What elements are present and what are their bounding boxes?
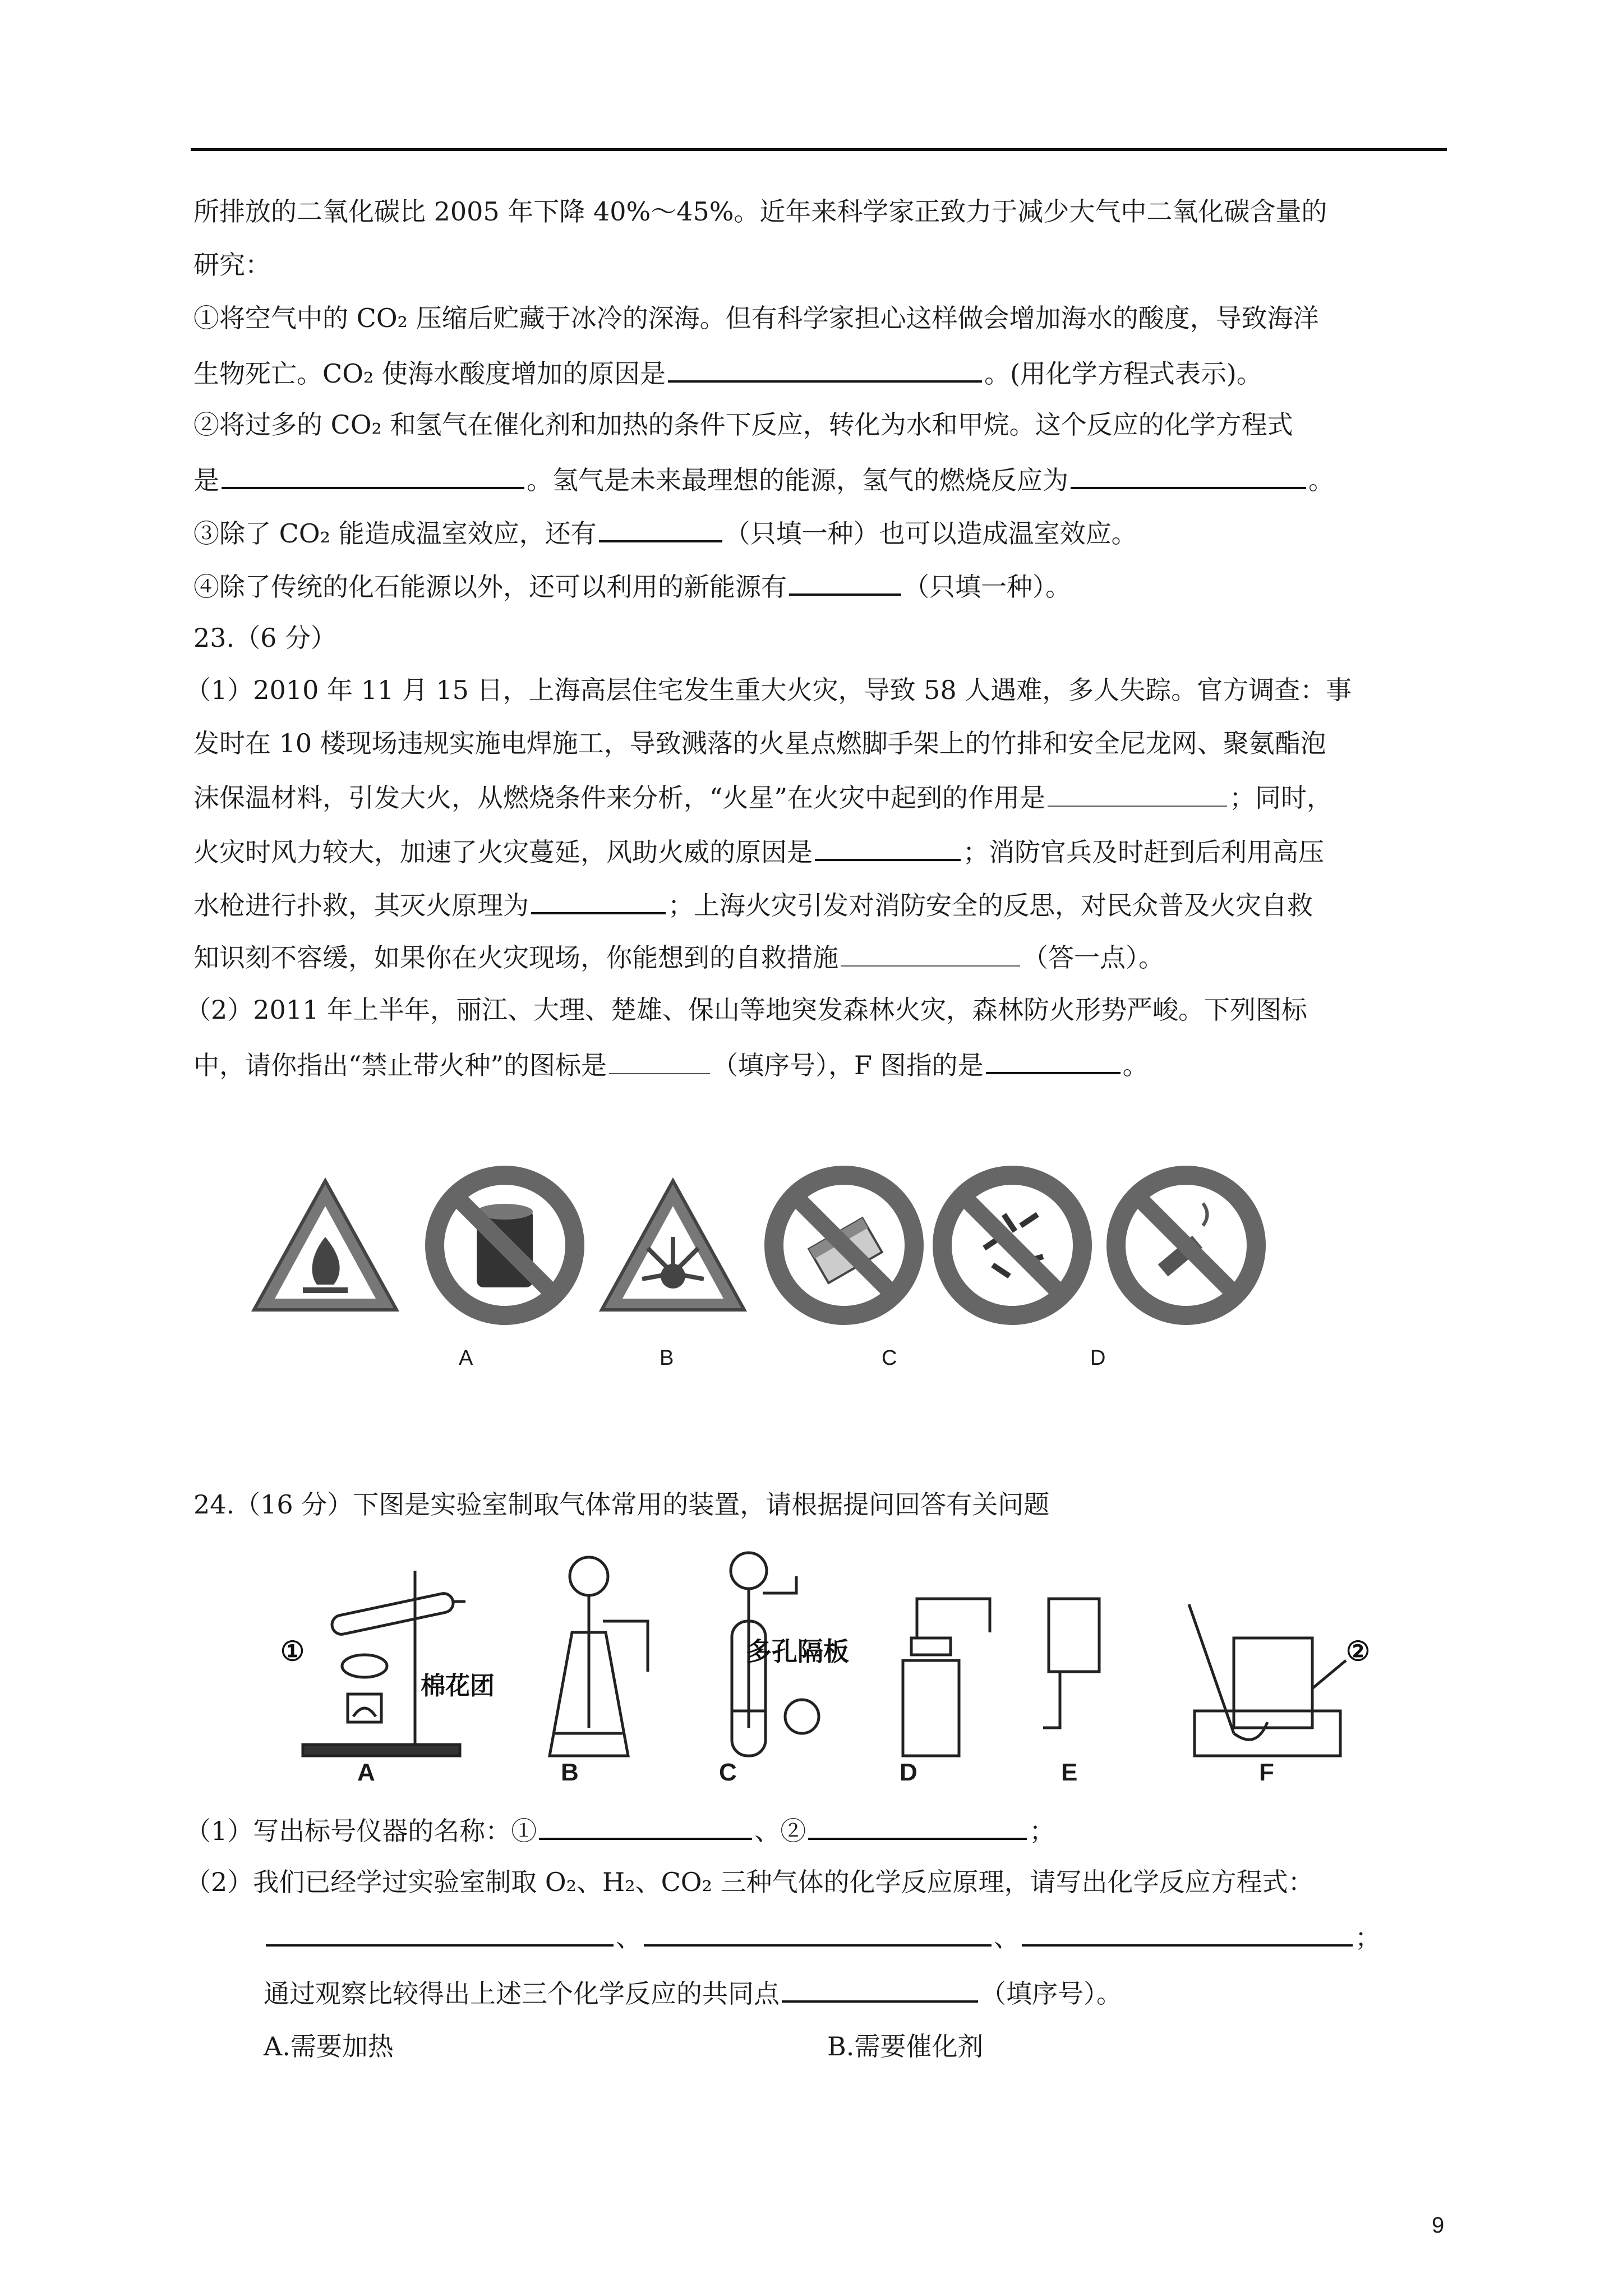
- answer-blank[interactable]: [539, 1812, 752, 1840]
- no-fireworks-icon: [931, 1164, 1094, 1327]
- paragraph-line: 中，请你指出“禁止带火种”的图标是 （填序号），F 图指的是 。: [193, 1046, 1149, 1082]
- sign-label: C: [882, 1346, 897, 1365]
- paragraph-line: （2）2011 年上半年，丽江、大理、楚雄、保山等地突发森林火灾，森林防火形势严峻。下列图标: [185, 995, 1307, 1025]
- apparatus-label: F: [1259, 1759, 1274, 1786]
- option-a: A.需要加热: [264, 2031, 394, 2062]
- paragraph-line: 、 、 ；: [264, 1918, 1381, 1954]
- answer-blank[interactable]: [986, 1046, 1121, 1074]
- answer-blank[interactable]: [1071, 461, 1306, 489]
- question-heading: 24.（16 分）下图是实验室制取气体常用的装置，请根据提问回答有关问题: [193, 1489, 1050, 1520]
- apparatus-label: B: [561, 1759, 579, 1786]
- plate-label: 多孔隔板: [746, 1637, 849, 1666]
- paragraph-line: 是 。氢气是未来最理想的能源，氢气的燃烧反应为 。: [193, 461, 1334, 497]
- paragraph-line: 知识刻不容缓，如果你在火灾现场，你能想到的自救措施 （答一点）。: [193, 940, 1164, 974]
- explosive-warning-icon: [597, 1175, 749, 1315]
- answer-blank[interactable]: [815, 833, 961, 861]
- answer-blank[interactable]: [644, 1918, 992, 1947]
- answer-blank[interactable]: [808, 1812, 1027, 1840]
- question-heading: 23.（6 分）: [193, 623, 337, 653]
- paragraph-line: 火灾时风力较大，加速了火灾蔓延，风助火威的原因是 ；消防官兵及时赶到后利用高压: [193, 833, 1324, 869]
- paragraph-line: ②将过多的 CO₂ 和氢气在催化剂和加热的条件下反应，转化为水和甲烷。这个反应的化学方程式: [193, 409, 1293, 440]
- option-b: B.需要催化剂: [827, 2031, 984, 2062]
- answer-blank[interactable]: [782, 1975, 978, 2003]
- sign-label: D: [1090, 1346, 1106, 1365]
- answer-blank[interactable]: [531, 886, 666, 914]
- answer-blank[interactable]: [1022, 1918, 1353, 1947]
- flammable-warning-icon: [250, 1175, 401, 1315]
- paragraph-line: （1）2010 年 11 月 15 日，上海高层住宅发生重大火灾，导致 58 人遇难，多人失踪。官方调查：事: [185, 675, 1352, 705]
- paragraph-line: ③除了 CO₂ 能造成温室效应，还有 （只填一种）也可以造成温室效应。: [193, 514, 1137, 550]
- no-oil-drum-icon: [423, 1164, 586, 1327]
- no-matches-icon: [763, 1164, 925, 1327]
- paragraph-line: （2）我们已经学过实验室制取 O₂、H₂、CO₂ 三种气体的化学反应原理，请写出化学反应方程式：: [185, 1867, 1314, 1897]
- answer-blank[interactable]: [1048, 780, 1227, 807]
- paragraph-line: 沫保温材料，引发大火，从燃烧条件来分析，“火星”在火灾中起到的作用是 ；同时，: [193, 780, 1332, 815]
- lab-apparatus-figure: [280, 1548, 1402, 1795]
- paragraph-line: 发时在 10 楼现场违规实施电焊施工，导致溅落的火星点燃脚手架上的竹排和安全尼龙网、聚氨酯泡: [193, 728, 1326, 758]
- sign-label: A: [459, 1346, 473, 1365]
- no-smoking-icon: [1105, 1164, 1267, 1327]
- answer-blank[interactable]: [789, 568, 901, 596]
- answer-blank[interactable]: [599, 514, 722, 542]
- apparatus-marker-2: ②: [1346, 1637, 1371, 1667]
- answer-blank[interactable]: [609, 1047, 710, 1074]
- answer-blank[interactable]: [222, 461, 524, 489]
- cotton-label: 棉花团: [421, 1672, 495, 1700]
- paragraph-line: ④除了传统的化石能源以外，还可以利用的新能源有 （只填一种）。: [193, 568, 1071, 604]
- paragraph-line: （1）写出标号仪器的名称：① 、② ；: [185, 1812, 1055, 1848]
- answer-blank[interactable]: [668, 355, 982, 383]
- safety-signs-figure: [250, 1164, 1287, 1366]
- paragraph-line: 所排放的二氧化碳比 2005 年下降 40%～45%。近年来科学家正致力于减少大气中二氧化碳含量的: [193, 196, 1327, 227]
- paragraph-line: 生物死亡。CO₂ 使海水酸度增加的原因是 。(用化学方程式表示)。: [193, 355, 1262, 390]
- paragraph-line: ①将空气中的 CO₂ 压缩后贮藏于冰冷的深海。但有科学家担心这样做会增加海水的酸度，导致海洋: [193, 303, 1319, 333]
- answer-blank[interactable]: [266, 1918, 614, 1947]
- answer-blank[interactable]: [841, 940, 1020, 967]
- paragraph-line: 水枪进行扑救，其灭火原理为 ；上海火灾引发对消防安全的反思，对民众普及火灾自救: [193, 886, 1313, 922]
- page-number: 9: [1432, 2213, 1445, 2238]
- paragraph-line: 通过观察比较得出上述三个化学反应的共同点 （填序号）。: [264, 1975, 1122, 2010]
- apparatus-label: E: [1061, 1759, 1078, 1786]
- header-rule: [191, 148, 1447, 151]
- sign-label: B: [660, 1346, 674, 1365]
- apparatus-marker-1: ①: [280, 1637, 305, 1667]
- apparatus-label: C: [719, 1759, 737, 1786]
- paragraph-line: 研究：: [193, 250, 271, 280]
- apparatus-label: D: [900, 1759, 917, 1786]
- apparatus-label: A: [357, 1759, 375, 1786]
